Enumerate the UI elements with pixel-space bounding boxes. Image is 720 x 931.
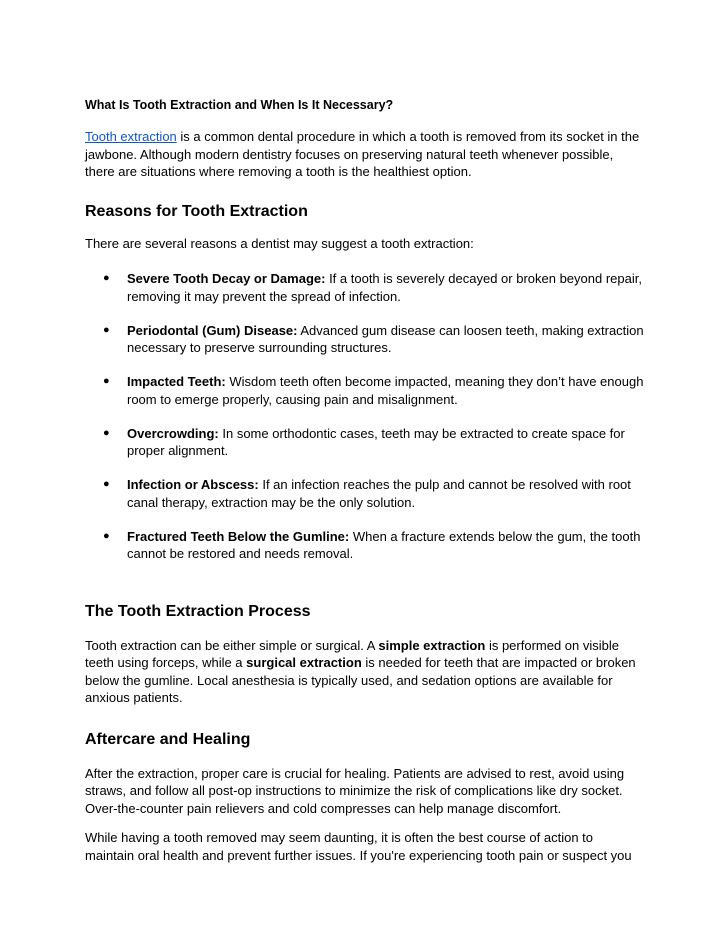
process-text-3: is needed for teeth that are impacted or broken below the gumline. Local anesthesia is typically used, and sedation options are available for anxious patients. xyxy=(85,655,636,705)
aftercare-paragraph-1: After the extraction, proper care is crucial for healing. Patients are advised to rest, avoid using straws, and follow all post-op instructions to minimize the risk of complications like dry socket. Over-the-counter pain relievers and cold compresses can help manage discomfort. xyxy=(85,765,625,816)
list-item-text: Advanced gum disease can loosen teeth, making extraction necessary to preserve surrounding structures. xyxy=(127,322,644,355)
list-item-term: Impacted Teeth: xyxy=(127,374,226,389)
list-item xyxy=(85,425,645,460)
list-item xyxy=(85,322,645,357)
reasons-heading: Reasons for Tooth Extraction xyxy=(85,202,308,220)
process-heading: The Tooth Extraction Process xyxy=(85,602,311,620)
bullet-icon: ● xyxy=(103,375,110,387)
process-paragraph xyxy=(85,637,645,707)
list-item-text: Wisdom teeth often become impacted, meaning they don’t have enough room to emerge properly, causing pain and misalignment. xyxy=(127,374,644,407)
list-item-text: When a fracture extends below the gum, the tooth cannot be restored and needs removal. xyxy=(127,528,641,561)
bullet-icon: ● xyxy=(103,323,110,336)
surgical-extraction-term: surgical extraction xyxy=(246,655,362,670)
intro-text: is a common dental procedure in which a tooth is removed from its socket in the jawbone. Although modern dentistry focuses on preserving natural teeth whenever possible, there are situations where removing a tooth is the healthiest option. xyxy=(85,129,640,179)
list-item-term: Infection or Abscess: xyxy=(127,477,259,492)
process-text-2: is performed on visible teeth using forceps, while a xyxy=(85,637,619,670)
aftercare-paragraph-2: While having a tooth removed may seem daunting, it is often the best course of action to maintain oral health and prevent further issues. If you're experiencing tooth pain or suspect you xyxy=(85,830,632,863)
document-title: What Is Tooth Extraction and When Is It Necessary? xyxy=(85,98,394,112)
reasons-list xyxy=(85,270,645,563)
list-item-term: Fractured Teeth Below the Gumline: xyxy=(127,528,350,544)
bullet-icon: ● xyxy=(103,529,110,542)
list-item-text: If a tooth is severely decayed or broken beyond repair, removing it may prevent the spread of infection. xyxy=(127,271,642,304)
bullet-icon: ● xyxy=(103,478,110,490)
simple-extraction-term: simple extraction xyxy=(378,637,486,653)
list-item-term: Severe Tooth Decay or Damage: xyxy=(127,271,326,286)
list-item xyxy=(85,270,645,305)
bullet-icon: ● xyxy=(103,426,110,439)
intro-paragraph xyxy=(85,128,645,181)
list-item-text: If an infection reaches the pulp and cannot be resolved with root canal therapy, extraction may be the only solution. xyxy=(127,477,631,510)
process-text-1: Tooth extraction can be either simple or surgical. A xyxy=(85,637,379,653)
reasons-lead: There are several reasons a dentist may suggest a tooth extraction: xyxy=(85,235,474,251)
list-item-term: Overcrowding: xyxy=(127,425,219,441)
list-item-text: In some orthodontic cases, teeth may be extracted to create space for proper alignment. xyxy=(127,425,625,458)
aftercare-heading: Aftercare and Healing xyxy=(85,730,251,748)
tooth-extraction-link[interactable]: Tooth extraction xyxy=(85,129,177,144)
bullet-icon: ● xyxy=(103,272,110,284)
list-item xyxy=(85,528,645,563)
list-item xyxy=(85,476,645,511)
list-item xyxy=(85,373,645,408)
document-page xyxy=(85,96,645,876)
list-item-term: Periodontal (Gum) Disease: xyxy=(127,322,298,338)
